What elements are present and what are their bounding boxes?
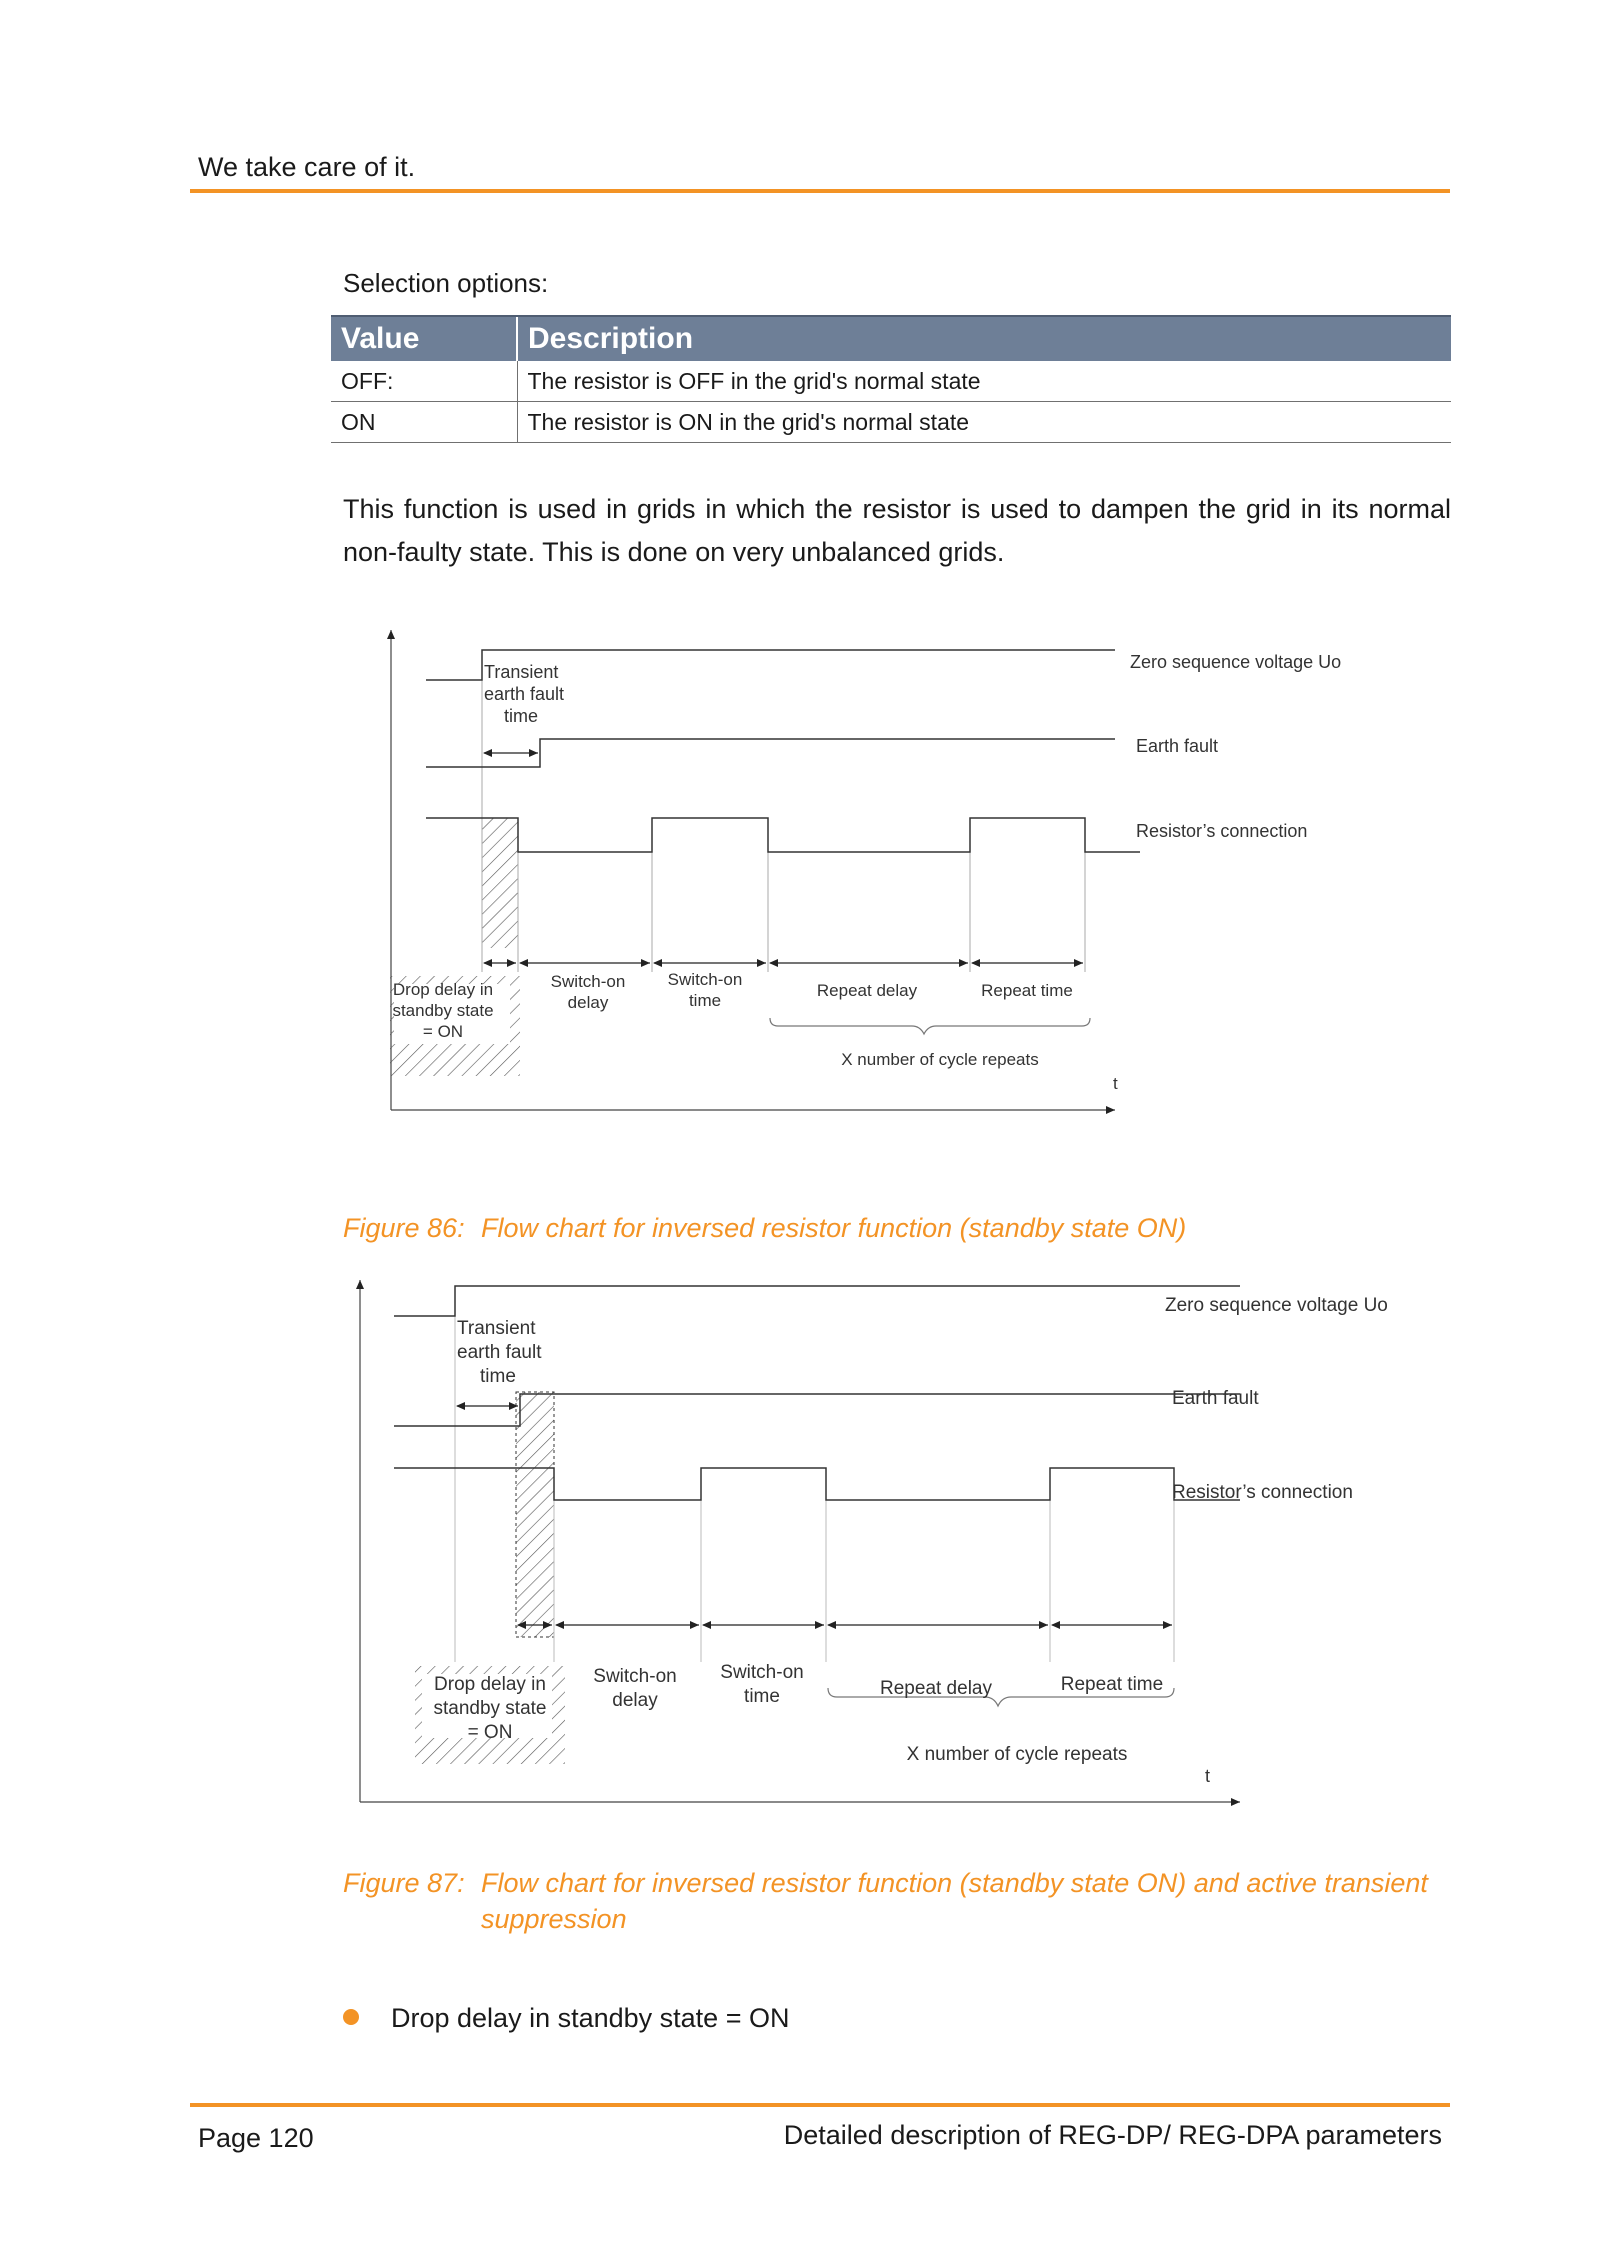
switch-on-delay-label-1: Switch-on xyxy=(550,972,626,991)
figure-87-title-line2: suppression xyxy=(481,1904,627,1934)
figure-86-caption xyxy=(343,1210,1186,1246)
zero-seq-label: Zero sequence voltage Uo xyxy=(1165,1295,1388,1316)
switch-on-time-label-2: time xyxy=(744,1686,780,1707)
earth-fault-label: Earth fault xyxy=(1172,1388,1259,1409)
cell-description: The resistor is OFF in the grid's normal state xyxy=(517,361,1451,402)
bullet-text: Drop delay in standby state = ON xyxy=(391,2003,790,2033)
drop-delay-label-2: standby state xyxy=(433,1698,547,1719)
t-label: t xyxy=(1113,1074,1118,1093)
hatched-region xyxy=(516,1392,554,1637)
drop-delay-label-3: = ON xyxy=(422,1022,464,1041)
transient-label-1: Transient xyxy=(484,662,559,682)
earth-fault-label: Earth fault xyxy=(1136,736,1219,756)
table-row xyxy=(331,361,1451,402)
drop-delay-label-1: Drop delay in xyxy=(392,980,494,999)
resistor-label: Resistor’s connection xyxy=(1172,1482,1353,1503)
cell-value: ON xyxy=(331,402,517,443)
repeat-delay-label: Repeat delay xyxy=(816,981,918,1000)
figure-87-caption xyxy=(343,1865,1428,1937)
figure-87-number: Figure 87: xyxy=(343,1868,465,1898)
switch-on-time-label-1: Switch-on xyxy=(667,970,743,989)
zero-seq-label: Zero sequence voltage Uo xyxy=(1130,652,1342,672)
cell-value: OFF: xyxy=(331,361,517,402)
table-row xyxy=(331,402,1451,443)
figure-86-diagram xyxy=(380,620,1400,1120)
repeat-time-label: Repeat time xyxy=(981,981,1073,1000)
body-paragraph: This function is used in grids in which the resistor is used to dampen the grid in its normal non-faulty state. This is done on very unbalanced grids. xyxy=(343,494,1451,567)
footer-section-title: Detailed description of REG-DP/ REG-DPA parameters xyxy=(783,2120,1442,2150)
transient-label-2: earth fault xyxy=(457,1342,542,1363)
cycle-brace xyxy=(770,1018,1090,1034)
header-rule xyxy=(190,189,1450,193)
transient-label-3: time xyxy=(480,1366,516,1387)
resistor-label: Resistor’s connection xyxy=(1136,821,1308,841)
switch-on-time-label-1: Switch-on xyxy=(720,1662,804,1683)
header-tagline: We take care of it. xyxy=(198,152,416,182)
figure-87-title-line1: Flow chart for inversed resistor function (standby state ON) and active transient xyxy=(481,1868,1428,1898)
transient-label-3: time xyxy=(504,706,539,726)
guide-lines xyxy=(482,678,1085,972)
drop-delay-label-2: standby state xyxy=(392,1001,494,1020)
cell-description: The resistor is ON in the grid's normal state xyxy=(517,402,1451,443)
cycle-repeats-label: X number of cycle repeats xyxy=(841,1050,1039,1069)
zero-sequence-signal xyxy=(394,1286,1240,1316)
switch-on-time-label-2: time xyxy=(688,991,722,1010)
transient-label-1: Transient xyxy=(457,1318,536,1339)
switch-on-delay-label-2: delay xyxy=(567,993,609,1012)
selection-label: Selection options: xyxy=(343,268,549,298)
column-header-description: Description xyxy=(517,316,1451,361)
guide-lines xyxy=(455,1286,1174,1662)
repeat-time-label: Repeat time xyxy=(1060,1674,1164,1695)
t-label: t xyxy=(1205,1766,1211,1786)
figure-86-number: Figure 86: xyxy=(343,1213,465,1243)
cycle-repeats-label: X number of cycle repeats xyxy=(906,1744,1128,1765)
hatched-region xyxy=(482,818,518,948)
drop-delay-label-1: Drop delay in xyxy=(434,1674,546,1695)
column-header-value: Value xyxy=(331,316,517,361)
repeat-delay-label: Repeat delay xyxy=(880,1678,992,1699)
bullet-item xyxy=(343,2003,789,2034)
selection-table xyxy=(331,315,1451,443)
page-number: Page 120 xyxy=(198,2123,314,2153)
resistor-signal xyxy=(426,818,1140,852)
bullet-dot-icon xyxy=(343,2009,359,2025)
switch-on-delay-label-2: delay xyxy=(612,1690,658,1711)
figure-86-title: Flow chart for inversed resistor function (standby state ON) xyxy=(481,1213,1187,1243)
drop-delay-label-3: = ON xyxy=(467,1722,513,1743)
switch-on-delay-label-1: Switch-on xyxy=(593,1666,677,1687)
footer-rule xyxy=(190,2103,1450,2107)
figure-87-diagram xyxy=(350,1270,1450,1820)
transient-label-2: earth fault xyxy=(484,684,565,704)
